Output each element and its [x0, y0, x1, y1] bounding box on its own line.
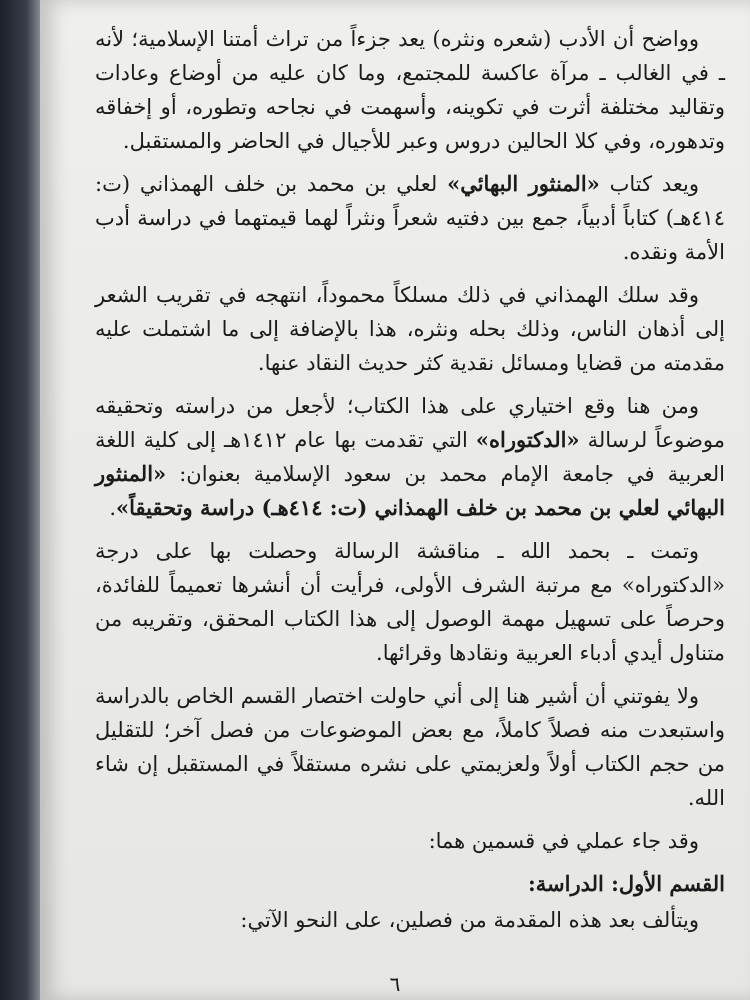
paragraph-choice — [95, 389, 725, 525]
book-page — [40, 0, 750, 1000]
paragraph-defense — [95, 534, 725, 670]
text-run: وقد جاء عملي في قسمين هما: — [428, 829, 699, 854]
paragraph-intro — [95, 22, 725, 158]
doctorate-bold: «الدكتوراه» — [475, 427, 580, 453]
text-run: وقد سلك الهمذاني في ذلك مسلكاً محموداً، انتهجه في تقريب الشعر إلى أذهان الناس، وذلك بحله ونثره، هذا بالإضافة إلى ما اشتملت عليه مقدمته من قضايا ومسائل نقدية كثر حديث النقاد عنها. — [95, 283, 725, 376]
text-run: ولا يفوتني أن أشير هنا إلى أني حاولت اختصار القسم الخاص بالدراسة واستبعدت منه فصلاً كاملاً، مع بعض الموضوعات من فصل آخر؛ للتقليل من حجم الكتاب أولاً ولعزيمتي على نشره مستقلاً في المستقبل إن شاء الله. — [95, 684, 725, 811]
paragraph-method — [95, 278, 725, 380]
page-text — [95, 22, 725, 946]
paragraph-book — [95, 167, 725, 269]
text-run: . — [109, 496, 117, 521]
thesis-title-bold: «المنثور البهائي لعلي بن محمد بن خلف الهمذاني (ت: ٤١٤هـ) دراسة وتحقيقاً» — [95, 461, 725, 521]
text-run: لعلي بن محمد بن خلف الهمذاني (ت: ٤١٤هـ) كتاباً أدبياً، جمع بين دفتيه شعراً ونثراً لهما قيمتهما في دراسة أدب الأمة ونقده. — [95, 172, 725, 265]
text-run: وتمت ـ بحمد الله ـ مناقشة الرسالة وحصلت بها على درجة «الدكتوراه» مع مرتبة الشرف الأولى، فرأيت أن أنشرها تعميماً للفائدة، وحرصاً على تسهيل مهمة الوصول إلى هذا الكتاب المحقق، وتقريبه من متناول أيدي أدباء العربية ونقادها وقرائها. — [95, 539, 725, 666]
paragraph-sections — [95, 824, 725, 858]
paragraph-note — [95, 679, 725, 815]
text-run: ومن هنا وقع اختياري على هذا الكتاب؛ لأجعل من دراسته وتحقيقه موضوعاً لرسالة — [95, 394, 725, 453]
page-number: ٦ — [389, 972, 401, 996]
book-title-bold: «المنثور البهائي» — [447, 171, 600, 197]
text-run: التي تقدمت بها عام ١٤١٢هـ إلى كلية اللغة العربية في جامعة الإمام محمد بن سعود الإسلامية بعنوان: — [95, 428, 725, 487]
text-run: ويعد كتاب — [599, 172, 699, 197]
text-run: وواضح أن الأدب (شعره ونثره) يعد جزءاً من تراث أمتنا الإسلامية؛ لأنه ـ في الغالب ـ مرآة عاكسة للمجتمع، وما كان عليه من أوضاع وعادات وتقاليد مختلفة أثرت في تكوينه، وأسهمت في نجاحه وتطوره، أو إخفاقه وتدهوره، وفي كلا الحالين دروس وعبر للأجيال في الحاضر والمستقبل. — [95, 27, 725, 154]
section-heading: القسم الأول: الدراسة: — [528, 871, 725, 897]
paragraph-closing: ويتألف بعد هذه المقدمة من فصلين، على النحو الآتي: — [240, 908, 699, 933]
